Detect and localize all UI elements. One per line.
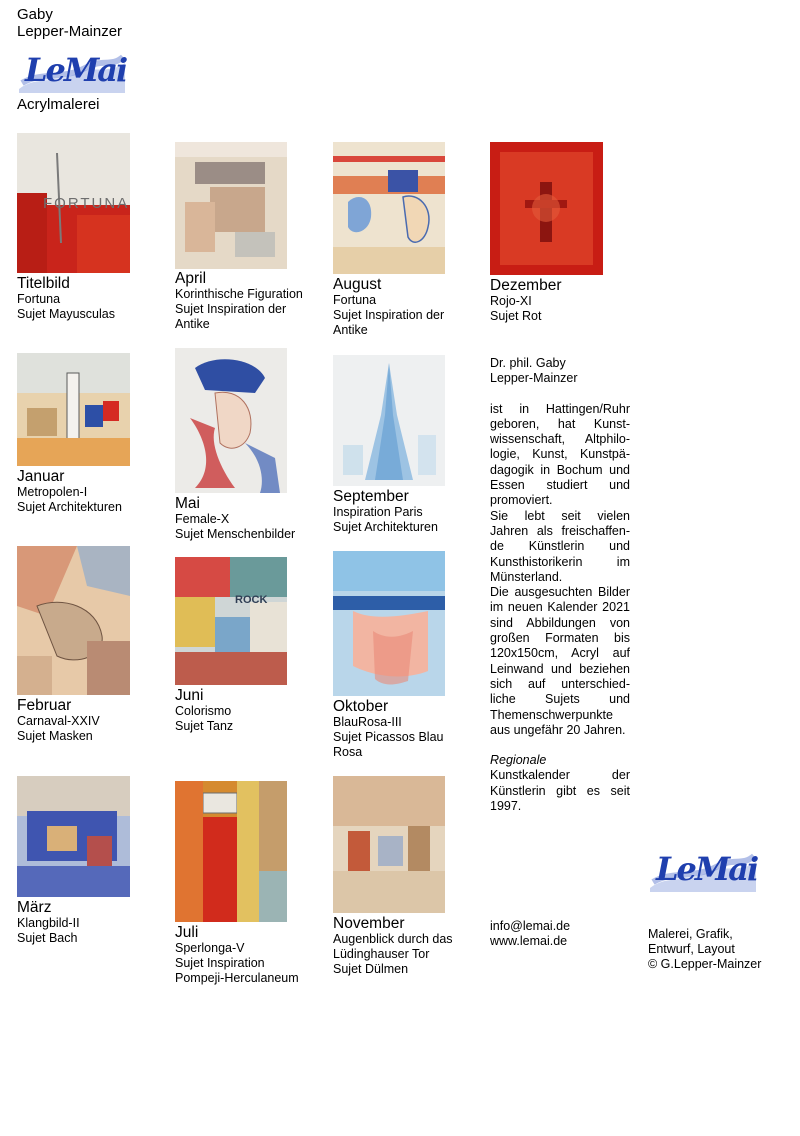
caption-month: Dezember [490, 277, 562, 294]
caption-sujet: Sujet Masken [17, 729, 93, 743]
bio-paragraph-2: Sie lebt seit vielen Jahren als freischaffen-de Künstlerin und Kunsthistorikerin im Münsterland. [490, 508, 630, 584]
caption-extra: Antike [175, 317, 210, 331]
credits [648, 927, 761, 972]
caption-title: Rojo-XI [490, 294, 532, 308]
painting-maerz [17, 776, 130, 897]
lemai-logo-footer [648, 842, 758, 894]
painting-titelbild [17, 133, 130, 273]
caption-extra: Sujet Dülmen [333, 962, 409, 976]
caption-oktober [333, 698, 473, 760]
bio-name-line-1: Dr. phil. Gaby [490, 356, 566, 370]
caption-sujet: Sujet Architekturen [17, 500, 122, 514]
logo-text: LeMai [25, 51, 127, 89]
caption-month: Juni [175, 687, 204, 704]
caption-title: Augenblick durch das [333, 932, 453, 946]
caption-august [333, 276, 473, 338]
caption-juni [175, 687, 315, 734]
caption-title: Sperlonga-V [175, 941, 245, 955]
caption-title: Klangbild-II [17, 916, 80, 930]
caption-month: August [333, 276, 382, 293]
caption-sujet: Sujet Inspiration der [175, 302, 287, 316]
painting-april [175, 142, 287, 269]
bio-paragraph-4: Kunstkalender der Künstlerin gibt es seit 1997. [490, 768, 630, 814]
credits-line-2: Entwurf, Layout [648, 942, 735, 956]
caption-title: Metropolen-I [17, 485, 88, 499]
caption-title: Carnaval-XXIV [17, 714, 100, 728]
painting-oktober [333, 551, 445, 696]
painting-september [333, 355, 445, 486]
caption-maerz [17, 899, 157, 946]
caption-title: Fortuna [17, 292, 61, 306]
bio-paragraph-3: Die ausgesuchten Bilder im neuen Kalender 2021 sind Abbildungen von großen Formaten bis 120x150cm, Acryl auf Leinwand und beziehen sich auf unterschied-liche Sujets und Themenschwerpunkte aus ungefähr 20 Jahren. [490, 585, 630, 737]
caption-sujet: Sujet Mayusculas [17, 307, 115, 321]
caption-sujet: Sujet Rot [490, 309, 542, 323]
credits-line-3: © G.Lepper-Mainzer [648, 957, 762, 971]
caption-april [175, 270, 315, 332]
contact-email[interactable]: info@lemai.de [490, 919, 571, 933]
caption-januar [17, 468, 157, 515]
painting-juli [175, 781, 287, 922]
subtitle: Acrylmalerei [17, 96, 100, 113]
credits-line-1: Malerei, Grafik, [648, 927, 733, 941]
caption-month: März [17, 899, 52, 916]
caption-sujet: Lüdinghauser Tor [333, 947, 430, 961]
caption-sujet: Sujet Tanz [175, 719, 234, 733]
lemai-logo [17, 45, 127, 95]
fortuna-word: FORTUNA [43, 195, 130, 212]
caption-sujet: Sujet Architekturen [333, 520, 438, 534]
painting-februar [17, 546, 130, 695]
bio-paragraph-1: ist in Hattingen/Ruhr geboren, hat Kunst-wissenschaft, Altphilo-logie, Kunst, Kunstpä-dagogik in Bochum und Essen studiert und promoviert. [490, 401, 630, 508]
artist-biography [490, 356, 630, 814]
caption-extra: Pompeji-Herculaneum [175, 971, 299, 985]
caption-extra: Rosa [333, 745, 363, 759]
caption-month: Juli [175, 924, 199, 941]
painting-mai [175, 348, 287, 493]
caption-juli [175, 924, 325, 986]
caption-sujet: Sujet Picassos Blau [333, 730, 444, 744]
caption-februar [17, 697, 157, 744]
caption-title: Korinthische Figuration [175, 287, 303, 301]
caption-title: Fortuna [333, 293, 377, 307]
caption-month: November [333, 915, 405, 932]
caption-month: Mai [175, 495, 200, 512]
caption-extra: Antike [333, 323, 368, 337]
contact-info [490, 919, 570, 949]
caption-month: Titelbild [17, 275, 70, 292]
caption-month: April [175, 270, 207, 287]
caption-mai [175, 495, 315, 542]
contact-website[interactable]: www.lemai.de [490, 934, 568, 948]
caption-month: Februar [17, 697, 72, 714]
caption-sujet: Sujet Bach [17, 931, 78, 945]
author-line-1: Gaby [17, 6, 53, 23]
rock-word: ROCK [235, 594, 268, 606]
painting-januar [17, 353, 130, 466]
caption-september [333, 488, 473, 535]
author-name [17, 6, 122, 40]
footer-logo-text: LeMai [656, 850, 758, 888]
caption-dezember [490, 277, 630, 324]
caption-month: Januar [17, 468, 65, 485]
painting-juni [175, 557, 287, 685]
caption-title: Inspiration Paris [333, 505, 423, 519]
painting-august [333, 142, 445, 274]
caption-sujet: Sujet Inspiration der [333, 308, 445, 322]
caption-sujet: Sujet Menschenbilder [175, 527, 296, 541]
caption-title: Colorismo [175, 704, 232, 718]
bio-regionale: Regionale [490, 753, 547, 768]
painting-november [333, 776, 445, 913]
author-line-2: Lepper-Mainzer [17, 23, 123, 40]
caption-month: September [333, 488, 409, 505]
caption-title: BlauRosa-III [333, 715, 402, 729]
caption-sujet: Sujet Inspiration [175, 956, 265, 970]
bio-name-line-2: Lepper-Mainzer [490, 371, 578, 386]
caption-titelbild [17, 275, 157, 322]
caption-month: Oktober [333, 698, 389, 715]
caption-title: Female-X [175, 512, 230, 526]
painting-dezember [490, 142, 603, 275]
caption-november [333, 915, 473, 977]
